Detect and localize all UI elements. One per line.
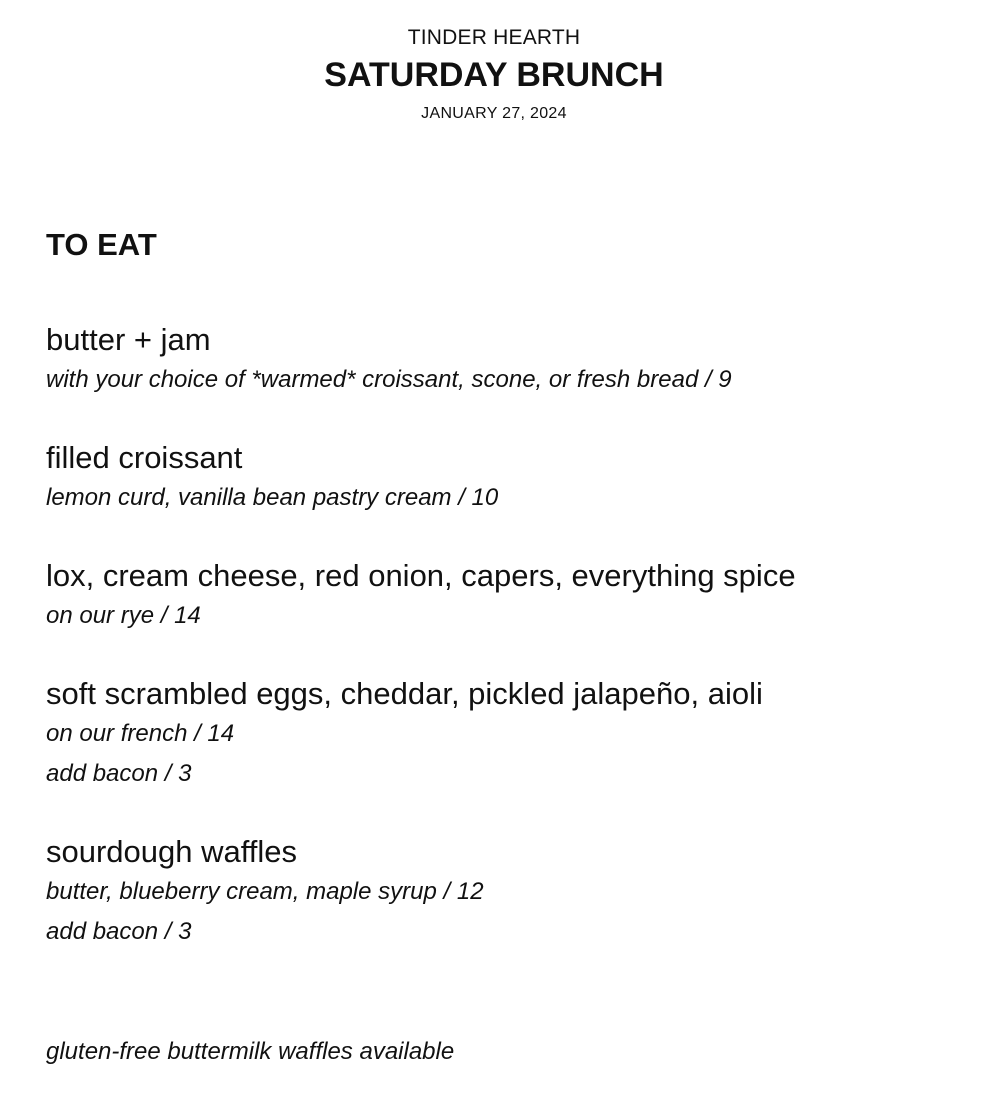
menu-item bbox=[46, 320, 966, 400]
menu-item-name: soft scrambled eggs, cheddar, pickled jalapeño, aioli bbox=[46, 676, 763, 711]
restaurant-name: TINDER HEARTH bbox=[407, 26, 581, 49]
section-title: TO EAT bbox=[46, 227, 157, 262]
menu-item bbox=[46, 438, 966, 518]
menu-item-detail: on our rye / 14 bbox=[46, 602, 201, 629]
menu-item-detail: lemon curd, vanilla bean pastry cream / 10 bbox=[46, 484, 499, 511]
menu-item bbox=[46, 556, 966, 636]
menu-item-detail: butter, blueberry cream, maple syrup / 12 bbox=[46, 878, 484, 905]
menu-note: gluten-free buttermilk waffles available bbox=[46, 1038, 455, 1065]
menu-item-name: sourdough waffles bbox=[46, 834, 298, 869]
menu-item-name: butter + jam bbox=[46, 322, 211, 357]
menu-item-name: filled croissant bbox=[46, 440, 243, 475]
menu-item-detail: with your choice of *warmed* croissant, scone, or fresh bread / 9 bbox=[46, 366, 732, 393]
menu-list bbox=[46, 320, 966, 990]
menu-date: JANUARY 27, 2024 bbox=[421, 105, 567, 122]
menu-item-name: lox, cream cheese, red onion, capers, everything spice bbox=[46, 558, 796, 593]
menu-item-addon: add bacon / 3 bbox=[46, 918, 192, 945]
menu-item-detail: on our french / 14 bbox=[46, 720, 235, 747]
menu-item bbox=[46, 832, 966, 952]
page-title: SATURDAY BRUNCH bbox=[324, 56, 664, 94]
menu-item-addon: add bacon / 3 bbox=[46, 760, 192, 787]
menu-item bbox=[46, 674, 966, 794]
